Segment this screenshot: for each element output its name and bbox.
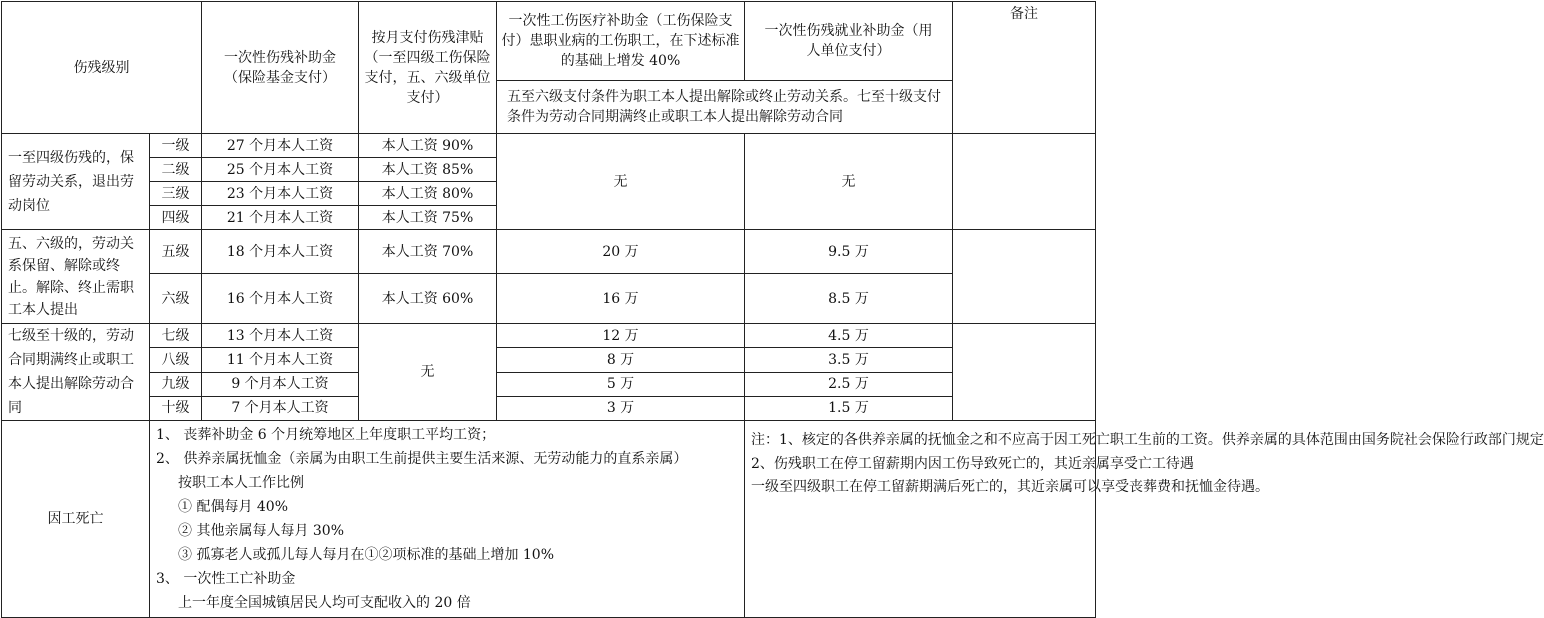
- death-benefit-line: 按职工本人工作比例: [178, 475, 304, 491]
- remark-cell: [953, 324, 1096, 421]
- grade-label: 十级: [150, 396, 202, 420]
- employment-subsidy-value: 9.5 万: [745, 230, 953, 274]
- header-medical-subsidy: 一次性工伤医疗补助金（工伤保险支付）患职业病的工伤职工，在下述标准的基础上增发 40%: [497, 2, 745, 81]
- grade-label: 八级: [150, 348, 202, 372]
- payment-condition-note: 五至六级支付条件为职工本人提出解除或终止劳动关系。七至十级支付条件为劳动合同期满终止或职工本人提出解除劳动合同: [497, 81, 953, 134]
- lump-sum-value: 9 个月本人工资: [202, 372, 359, 396]
- medical-subsidy-value: 8 万: [497, 348, 745, 372]
- death-note-line: 2、伤残职工在停工留薪期内因工伤导致死亡的，其近亲属享受亡工待遇: [751, 455, 1194, 472]
- lump-sum-value: 13 个月本人工资: [202, 324, 359, 348]
- group-grade-1-4: 一至四级伤残的，保留劳动关系，退出劳动岗位: [2, 134, 150, 230]
- remark-cell: [953, 134, 1096, 230]
- remark-cell: [953, 230, 1096, 324]
- employment-subsidy-value: 3.5 万: [745, 348, 953, 372]
- employment-subsidy-value: 8.5 万: [745, 274, 953, 324]
- lump-sum-value: 18 个月本人工资: [202, 230, 359, 274]
- monthly-allowance-value: 本人工资 80%: [359, 182, 497, 206]
- death-label: 因工死亡: [2, 421, 150, 618]
- compensation-table: [1, 1, 1544, 618]
- death-benefit-line: 3、 一次性工亡补助金: [156, 571, 296, 587]
- monthly-allowance-value: 本人工资 60%: [359, 274, 497, 324]
- grade-label: 六级: [150, 274, 202, 324]
- death-notes: [745, 421, 1544, 618]
- death-benefit-line: ③ 孤寡老人或孤儿每人每月在①②项标准的基础上增加 10%: [178, 547, 555, 563]
- employment-subsidy-value: 1.5 万: [745, 396, 953, 420]
- medical-subsidy-value: 20 万: [497, 230, 745, 274]
- grade-label: 一级: [150, 134, 202, 158]
- employment-subsidy-value: 2.5 万: [745, 372, 953, 396]
- header-employment-subsidy: 一次性伤残就业补助金（用人单位支付）: [745, 2, 953, 81]
- death-note-line: 一级至四级职工在停工留薪期满后死亡的，其近亲属可以享受丧葬费和抚恤金待遇。: [751, 479, 1269, 495]
- employment-subsidy-none: 无: [745, 134, 953, 230]
- header-remark: 备注: [953, 2, 1096, 134]
- medical-subsidy-value: 16 万: [497, 274, 745, 324]
- lump-sum-value: 7 个月本人工资: [202, 396, 359, 420]
- grade-label: 三级: [150, 182, 202, 206]
- medical-subsidy-none: 无: [497, 134, 745, 230]
- header-monthly-allowance: 按月支付伤残津贴（一至四级工伤保险支付，五、六级单位支付）: [359, 2, 497, 134]
- monthly-allowance-none: 无: [359, 324, 497, 421]
- grade-label: 七级: [150, 324, 202, 348]
- medical-subsidy-value: 5 万: [497, 372, 745, 396]
- death-note-line: 注：1、核定的各供养亲属的抚恤金之和不应高于因工死亡职工生前的工资。供养亲属的具体范围由国务院社会保险行政部门规定: [751, 432, 1544, 448]
- lump-sum-value: 27 个月本人工资: [202, 134, 359, 158]
- lump-sum-value: 16 个月本人工资: [202, 274, 359, 324]
- monthly-allowance-value: 本人工资 85%: [359, 158, 497, 182]
- monthly-allowance-value: 本人工资 70%: [359, 230, 497, 274]
- lump-sum-value: 23 个月本人工资: [202, 182, 359, 206]
- death-benefit-line: ② 其他亲属每人每月 30%: [178, 523, 345, 539]
- lump-sum-value: 21 个月本人工资: [202, 206, 359, 230]
- medical-subsidy-value: 12 万: [497, 324, 745, 348]
- header-lump-sum: 一次性伤残补助金（保险基金支付）: [202, 2, 359, 134]
- grade-label: 九级: [150, 372, 202, 396]
- employment-subsidy-value: 4.5 万: [745, 324, 953, 348]
- lump-sum-value: 25 个月本人工资: [202, 158, 359, 182]
- monthly-allowance-value: 本人工资 90%: [359, 134, 497, 158]
- monthly-allowance-value: 本人工资 75%: [359, 206, 497, 230]
- grade-label: 四级: [150, 206, 202, 230]
- header-level: 伤残级别: [2, 2, 202, 134]
- grade-label: 五级: [150, 230, 202, 274]
- death-benefit-line: 1、 丧葬补助金 6 个月统筹地区上年度职工平均工资；: [156, 427, 496, 443]
- group-grade-5-6: 五、六级的，劳动关系保留、解除或终止。解除、终止需职工本人提出: [2, 230, 150, 324]
- death-benefits: [150, 421, 745, 618]
- lump-sum-value: 11 个月本人工资: [202, 348, 359, 372]
- death-benefit-line: 2、 供养亲属抚恤金（亲属为由职工生前提供主要生活来源、无劳动能力的直系亲属）: [156, 451, 688, 467]
- death-benefit-line: ① 配偶每月 40%: [178, 499, 289, 515]
- medical-subsidy-value: 3 万: [497, 396, 745, 420]
- grade-label: 二级: [150, 158, 202, 182]
- group-grade-7-10: 七级至十级的，劳动合同期满终止或职工本人提出解除劳动合同: [2, 324, 150, 421]
- death-benefit-line: 上一年度全国城镇居民人均可支配收入的 20 倍: [178, 595, 471, 611]
